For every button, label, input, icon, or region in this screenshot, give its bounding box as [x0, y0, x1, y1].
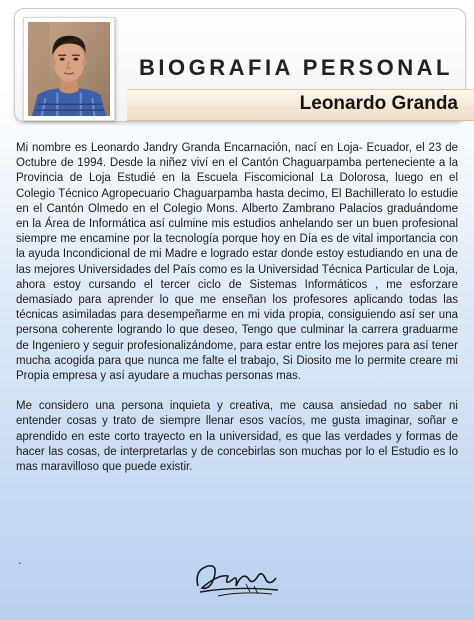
name-banner [127, 89, 474, 121]
biography-text [16, 141, 458, 490]
paragraph-1: Mi nombre es Leonardo Jandry Granda Encarnación, nací en Loja- Ecuador, el 23 de Octubre de 1994. Desde la niñez viví en el Cantón Chaguarpamba perteneciente a la Provincia de Loja Estudié en la Escuela Fiscomicional La Dolorosa, luego en el Colegio Técnico Agropecuario Chaguarpamba hasta decimo, El Bachillerato lo estudie en el Cantón Olmedo en el Colegio Mons. Alberto Zambrano Palacios graduándome en la Área de Informática así culmine mis estudios anhelando ser un buen profesional siempre me encamine por la tecnología porque hoy en Día es de vital importancia con la ayuda Incondicional de mi Madre e logrado estar donde estoy estudiando en una de las mejores Universidades del País como es la Universidad Técnica Particular de Loja, ahora estoy cursando el tercer ciclo de Sistemas Informáticos , me esforzare demasiado para aprender lo que me enseñan los profesores aplicando todas las técnicas asimiladas para desempeñarme en mi vida propia, consiguiendo así ser una persona coherente logrando lo que deseo, Tengo que culminar la carrera graduarme de Ingeniero y seguir profesionalizándome, para estar entre los mejores para así tener mucha acogida para que nunca me falte el trabajo, Si Diosito me lo permite creare mi Propia empresa y así ayudare a muchas personas mas. [16, 142, 458, 383]
header-box [14, 8, 466, 122]
person-name: Leonardo Granda [299, 93, 458, 114]
photo-frame [23, 17, 115, 121]
portrait-photo [28, 22, 110, 116]
trailing-mark: . [18, 553, 22, 567]
page-title: BIOGRAFIA PERSONAL [139, 55, 453, 80]
handwritten-signature [188, 556, 284, 600]
paragraph-2: Me considero una persona inquieta y creativa, me causa ansiedad no saber ni entender cosas y trato de siempre llenar esos vacíos, me gusta imaginar, soñar e aprendido en este corto trayecto en la universidad, es que las verdades y formas de hacer las cosas, de interpretarlas y de concebirlas son muchas por lo el Estudio es lo mas maravilloso que puede existir. [16, 400, 458, 474]
